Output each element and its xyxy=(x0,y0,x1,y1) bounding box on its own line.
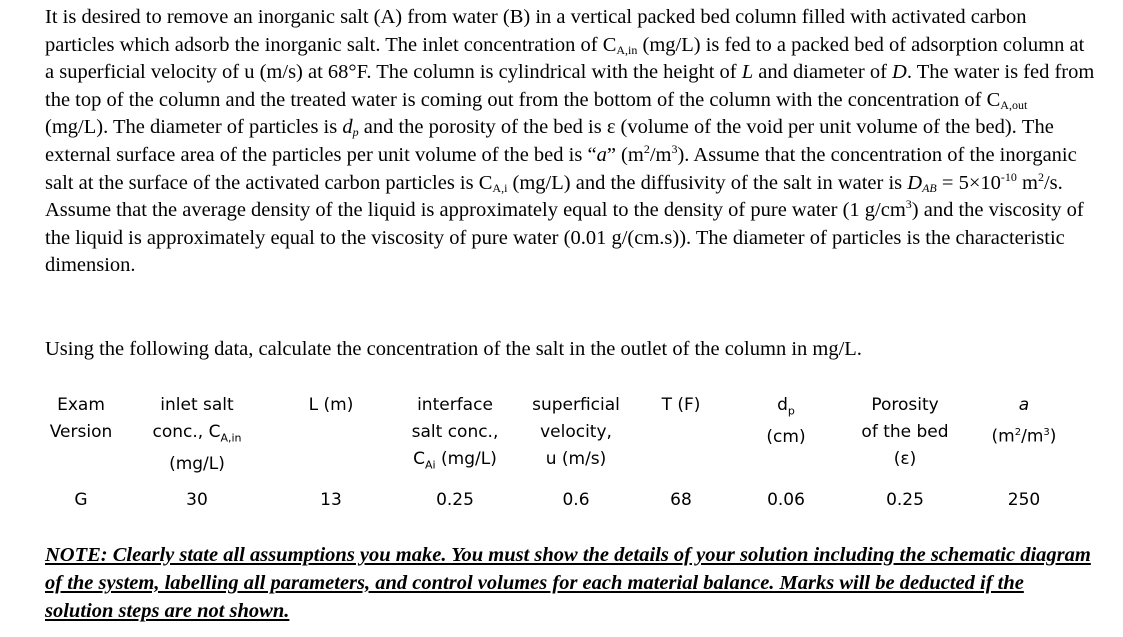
subscript: p xyxy=(352,125,359,140)
problem-text: = 5×10 xyxy=(936,171,1001,194)
table-cell: 30 xyxy=(186,490,208,511)
symbol-DAB: D xyxy=(907,171,923,194)
data-table xyxy=(40,392,1080,511)
problem-text: ). Assume that the concentration of the inorganic salt at the surface of the activated carbon particles is C xyxy=(45,143,1077,194)
problem-text: (mg/L) is fed to a packed bed of adsorption column at a superficial velocity of u (m/s) at 68°F. The column is cylindrical with the height of xyxy=(45,33,1085,84)
column-header-particle-diameter: $d_p$ (cm) xyxy=(766,395,806,448)
superscript: 2 xyxy=(643,141,650,156)
subscript: A,i xyxy=(492,180,508,195)
problem-text: (mg/L) and the diffusivity of the salt in water is xyxy=(507,171,908,194)
table-header-row xyxy=(40,392,1080,478)
column-header-inlet-conc: inlet salt conc., $C_{A,in}$ (mg/L) xyxy=(152,395,242,475)
symbol-dp: d xyxy=(342,116,353,139)
table-cell: 0.06 xyxy=(767,490,805,511)
subscript: AB xyxy=(922,180,937,195)
symbol-D: D xyxy=(892,61,907,84)
column-header-porosity: Porosity of the bed (ε) xyxy=(861,395,949,469)
question-text: Using the following data, calculate the concentration of the salt in the outlet of the column in mg/L. xyxy=(45,338,862,360)
problem-text: ” (m xyxy=(606,143,644,166)
problem-text: /m xyxy=(649,143,672,166)
subscript: A,out xyxy=(1000,97,1028,112)
problem-text: (mg/L). The diameter of particles is xyxy=(45,116,343,139)
column-header-surface-area: a $(m^2/m^3)$ xyxy=(991,395,1057,447)
problem-text: It is desired to remove an inorganic salt (A) from water (B) in a vertical packed bed column filled with activated carbon particles which adsorb the inorganic salt. The inlet concentration of C xyxy=(45,6,1027,56)
table-row xyxy=(40,478,1080,511)
symbol-L: L xyxy=(741,61,754,84)
column-header-interface-conc: interface salt conc., $C_{Ai}$ (mg/L) xyxy=(411,395,499,472)
superscript: -10 xyxy=(1000,169,1017,184)
superscript: 3 xyxy=(905,197,912,212)
problem-text: /s. Assume that the average density of the liquid is approximately equal to the density of pure water (1 g/cm xyxy=(45,171,1063,222)
column-header-exam-version: Exam Version xyxy=(49,395,113,442)
problem-text: and the porosity of the bed is ε (volume of the void per unit volume of the bed). The external surface area of the particles per unit volume of the bed is “ xyxy=(45,116,1054,166)
column-header-velocity: superficial velocity, u (m/s) xyxy=(532,395,620,469)
table-cell: 68 xyxy=(670,490,692,511)
column-header-length: L (m) xyxy=(308,395,354,415)
table-cell: G xyxy=(74,490,88,511)
table-cell: 250 xyxy=(1007,490,1041,511)
problem-text: . The water is fed from the top of the column and the treated water is coming out from the bottom of the column with the concentration of C xyxy=(45,61,1095,111)
problem-statement xyxy=(45,4,1095,280)
problem-text: ) and the viscosity of the liquid is approximately equal to the viscosity of pure water (0.01 g/(cm.s)). The diameter of particles is the characteristic dimension. xyxy=(45,199,1084,277)
note-text: NOTE: Clearly state all assumptions you make. You must show the details of your solution including the schematic diagram of the system, labelling all parameters, and control volumes for each material balance. Marks will be deducted if the solution steps are not shown. xyxy=(45,544,1091,622)
table-cell: 0.6 xyxy=(562,490,590,511)
subscript: A,in xyxy=(616,42,638,57)
superscript: 2 xyxy=(1037,169,1044,184)
table-cell: 13 xyxy=(320,490,342,511)
column-header-temperature: T (F) xyxy=(661,395,701,415)
table-cell: 0.25 xyxy=(436,490,474,511)
symbol-a: a xyxy=(596,143,607,166)
problem-text: and diameter of xyxy=(753,61,893,84)
problem-text: m xyxy=(1016,171,1038,194)
superscript: 3 xyxy=(671,141,678,156)
table-cell: 0.25 xyxy=(886,490,924,511)
